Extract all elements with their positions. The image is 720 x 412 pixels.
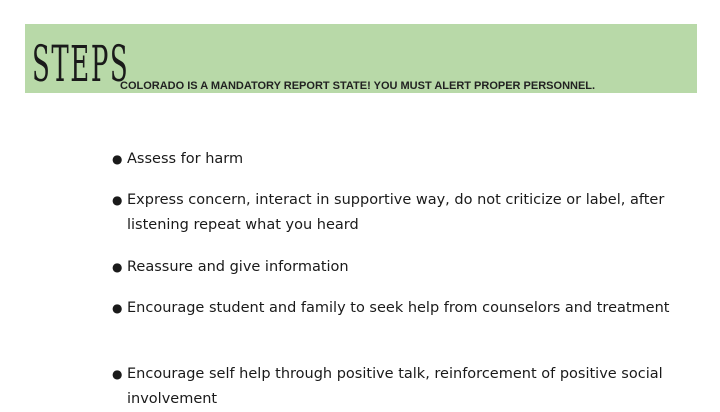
bullet-icon: ● [112, 367, 123, 381]
list-item [112, 188, 692, 238]
bullet-icon: ● [112, 152, 123, 166]
list-item [112, 147, 692, 172]
list-item-text: Reassure and give information [127, 259, 349, 275]
bullet-icon: ● [112, 193, 123, 207]
list-item [112, 296, 692, 321]
list-item [112, 255, 692, 280]
bullet-icon: ● [112, 260, 123, 274]
list-item-text: Assess for harm [127, 151, 244, 167]
list-item-text: Express concern, interact in supportive way, do not criticize or label, after listening repeat what you heard [127, 192, 665, 233]
bullet-icon: ● [112, 301, 123, 315]
mandatory-report-notice: COLORADO IS A MANDATORY REPORT STATE! YOU MUST ALERT PROPER PERSONNEL. [120, 80, 596, 92]
list-item-text: Encourage student and family to seek help from counselors and treatment [127, 300, 670, 316]
list-item-text: Encourage self help through positive talk, reinforcement of positive social involvement [127, 366, 663, 407]
page-title: STEPS [32, 35, 130, 93]
